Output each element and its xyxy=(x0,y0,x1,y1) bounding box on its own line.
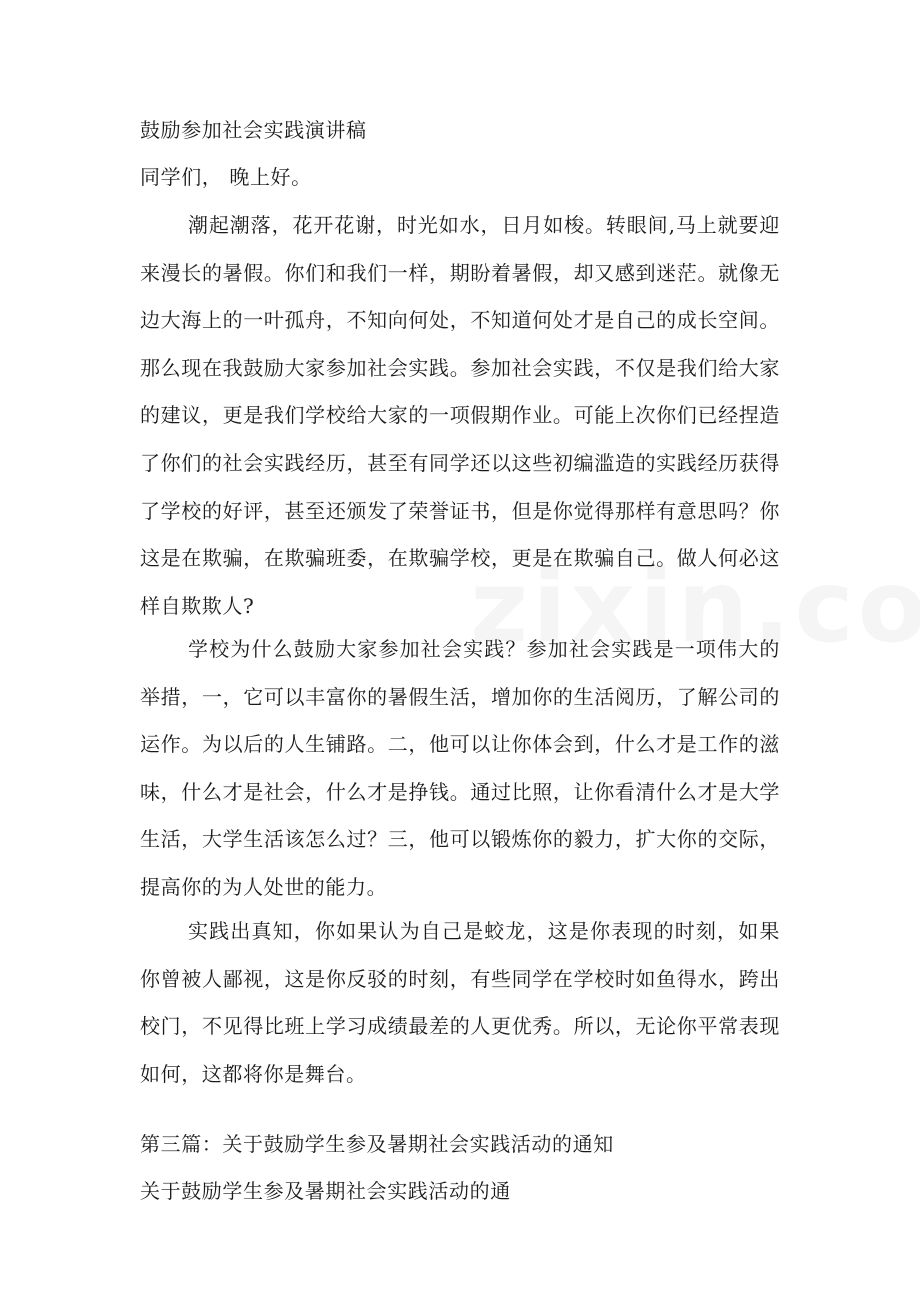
paragraph-3: 实践出真知，你如果认为自己是蛟龙，这是你表现的时刻，如果你曾被人鄙视，这是你反驳的时刻，有些同学在学校时如鱼得水，跨出校门，不见得比班上学习成绩最差的人更优秀。所以，无论你平常表现如何，这都将你是舞台。 xyxy=(140,919,780,1086)
section-subtitle: 关于鼓励学生参及暑期社会实践活动的通 xyxy=(140,1179,511,1203)
greeting: 同学们， 晚上好。 xyxy=(140,165,312,189)
paragraph-2: 学校为什么鼓励大家参加社会实践？参加社会实践是一项伟大的举措，一，它可以丰富你的暑假生活，增加你的生活阅历，了解公司的运作。为以后的人生铺路。二，他可以让你体会到，什么才是工作的滋味，什么才是社会，什么才是挣钱。通过比照，让你看清什么才是大学生活，大学生活该怎么过？三，他可以锻炼你的毅力，扩大你的交际，提高你的为人处世的能力。 xyxy=(140,637,780,899)
document-title: 鼓励参加社会实践演讲稿 xyxy=(140,118,367,142)
section-heading: 第三篇：关于鼓励学生参及暑期社会实践活动的通知 xyxy=(140,1132,614,1156)
paragraph-1: 潮起潮落，花开花谢，时光如水，日月如梭。转眼间,马上就要迎来漫长的暑假。你们和我们一样，期盼着暑假，却又感到迷茫。就像无边大海上的一叶孤舟，不知向何处，不知道何处才是自己的成长空间。那么现在我鼓励大家参加社会实践。参加社会实践，不仅是我们给大家的建议，更是我们学校给大家的一项假期作业。可能上次你们已经捏造了你们的社会实践经历，甚至有同学还以这些初编滥造的实践经历获得了学校的好评，甚至还颁发了荣誉证书，但是你觉得那样有意思吗？你这是在欺骗，在欺骗班委，在欺骗学校，更是在欺骗自己。做人何必这样自欺欺人? xyxy=(140,213,780,618)
